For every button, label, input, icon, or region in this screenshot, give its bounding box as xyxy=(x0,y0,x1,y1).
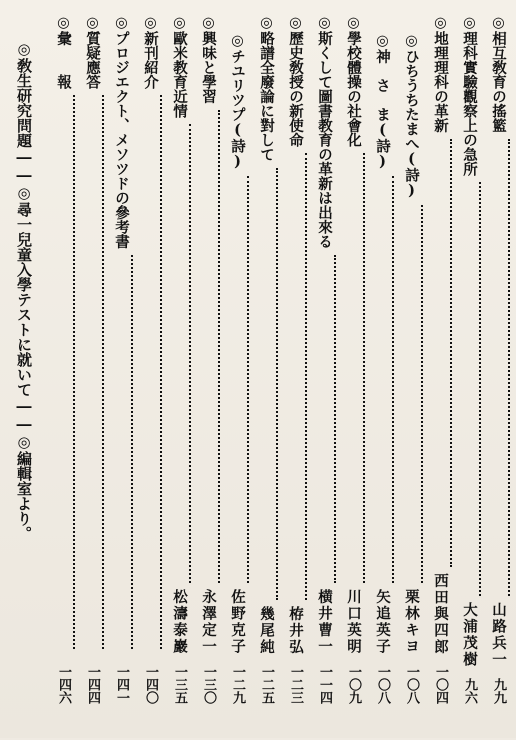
toc-entry xyxy=(138,14,162,704)
entry-title: ◎理科實驗觀察上の急所 xyxy=(461,14,478,176)
toc-entry xyxy=(341,14,365,704)
entry-page: 九六 xyxy=(462,678,477,704)
entry-title: ◎略譜全廢論に對して xyxy=(258,14,275,162)
dot-leader xyxy=(196,110,220,584)
dot-leader xyxy=(457,182,481,596)
dot-leader xyxy=(312,255,336,584)
entry-author: 矢追英子 xyxy=(374,589,391,655)
toc-entry xyxy=(109,14,133,704)
dot-leader xyxy=(341,153,365,583)
entry-page: 一四〇 xyxy=(143,665,158,704)
entry-page: 一〇四 xyxy=(433,665,448,704)
entry-title: ◎新刊紹介 xyxy=(142,14,159,89)
entry-author: 栗林キヨ xyxy=(403,589,420,655)
entry-page: 一〇八 xyxy=(375,665,390,704)
entry-title: ◎チユリツプ(詩) xyxy=(229,32,246,170)
entry-author: 永澤定一 xyxy=(200,589,217,655)
entry-page: 一二三 xyxy=(288,665,303,704)
dot-leader xyxy=(283,153,307,600)
entry-author: 栫井弘 xyxy=(287,605,304,655)
toc-entry xyxy=(486,14,510,704)
toc-entry xyxy=(283,14,307,704)
entry-title: ◎質疑應答 xyxy=(84,14,101,89)
entry-title: ◎神 さ ま(詩) xyxy=(374,32,391,170)
entry-author: 横井曹一 xyxy=(316,589,333,655)
toc-entry xyxy=(167,14,191,704)
entry-title: ◎プロジエクト、メソツドの參考書 xyxy=(113,14,130,249)
entry-page: 一四六 xyxy=(56,665,71,704)
entry-page: 一四四 xyxy=(85,665,100,704)
entry-title: ◎學校體操の社會化 xyxy=(345,14,362,147)
entry-title: ◎相互敎育の搖籃 xyxy=(490,14,507,133)
entry-page: 一一四 xyxy=(317,665,332,704)
entry-page: 一三〇 xyxy=(201,665,216,704)
dot-leader xyxy=(80,95,104,649)
entry-page: 一二五 xyxy=(259,665,274,704)
toc-entry xyxy=(457,14,481,704)
entry-page: 一三五 xyxy=(172,665,187,704)
entry-page: 一〇八 xyxy=(404,665,419,704)
entry-page: 一〇九 xyxy=(346,665,361,704)
entry-title: ◎興味と學習 xyxy=(200,14,217,104)
toc-entry xyxy=(196,14,220,704)
dot-leader xyxy=(51,95,75,649)
entry-author: 川口英明 xyxy=(345,589,362,655)
dot-leader xyxy=(370,176,394,583)
entry-page: 一二九 xyxy=(230,665,245,704)
dot-leader xyxy=(486,139,510,597)
toc-entry xyxy=(51,14,75,704)
dot-leader xyxy=(399,205,423,583)
dot-leader xyxy=(138,95,162,649)
entry-page: 一四一 xyxy=(114,665,129,704)
entry-title: ◎地理理科の革新 xyxy=(432,14,449,133)
toc-entry xyxy=(428,14,452,704)
toc-entry xyxy=(225,14,249,704)
entry-author: 山路兵一 xyxy=(490,602,507,668)
entry-author: 大浦茂樹 xyxy=(461,602,478,668)
dot-leader xyxy=(167,124,191,583)
toc-entry xyxy=(399,14,423,704)
entry-title: ◎歐米教育近情 xyxy=(171,14,188,118)
toc-entry xyxy=(80,14,104,704)
dot-leader xyxy=(225,176,249,583)
dot-leader xyxy=(254,168,278,600)
entry-author: 幾尾純 xyxy=(258,605,275,655)
entry-title: ◎斯くして圖書教育の革新は出來る xyxy=(316,14,333,249)
entry-author: 松濤泰巖 xyxy=(171,589,188,655)
entry-author: 西田與四郎 xyxy=(432,572,449,655)
entry-page: 九九 xyxy=(491,678,506,704)
entry-title: ◎歷史敎授の新使命 xyxy=(287,14,304,147)
toc-entry xyxy=(370,14,394,704)
toc-entry xyxy=(312,14,336,704)
toc-entry xyxy=(254,14,278,704)
entry-author: 佐野克子 xyxy=(229,589,246,655)
entry-title: ◎ひちうちたまへ(詩) xyxy=(403,32,420,199)
footer-note: ◎敎生研究問題――◎尋一兒童入學テストに就いて――◎編輯室より。 xyxy=(15,40,33,541)
dot-leader xyxy=(109,255,133,650)
dot-leader xyxy=(428,139,452,567)
entry-title: ◎彙 報 xyxy=(55,14,72,89)
